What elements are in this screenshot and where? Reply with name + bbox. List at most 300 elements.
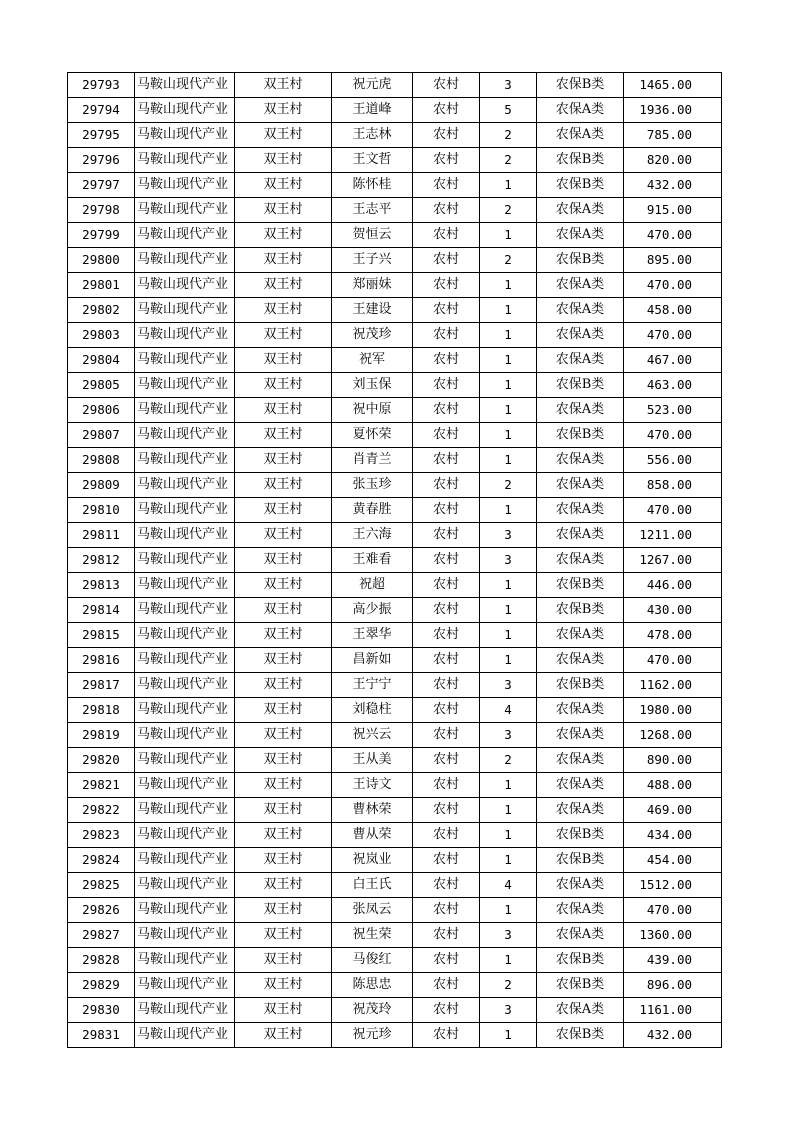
row-id-cell: 29827 [68,923,135,948]
town-name-cell: 马鞍山现代产业 [135,173,235,198]
amount-cell: 896.00 [624,973,722,998]
insurance-class-cell: 农保A类 [537,998,624,1023]
person-name-cell: 张玉珍 [332,473,413,498]
village-name-cell: 双王村 [235,648,332,673]
row-id-cell: 29817 [68,673,135,698]
town-name-cell: 马鞍山现代产业 [135,448,235,473]
row-id-cell: 29826 [68,898,135,923]
insurance-class-cell: 农保A类 [537,473,624,498]
village-name-cell: 双王村 [235,823,332,848]
person-name-cell: 王建设 [332,298,413,323]
member-count-cell: 1 [480,648,537,673]
town-name-cell: 马鞍山现代产业 [135,948,235,973]
insurance-class-cell: 农保A类 [537,123,624,148]
town-name-cell: 马鞍山现代产业 [135,1023,235,1048]
row-id-cell: 29810 [68,498,135,523]
village-name-cell: 双王村 [235,498,332,523]
household-type-cell: 农村 [413,223,480,248]
member-count-cell: 5 [480,98,537,123]
table-row [68,998,722,1023]
household-type-cell: 农村 [413,98,480,123]
member-count-cell: 1 [480,798,537,823]
insurance-class-cell: 农保B类 [537,973,624,998]
row-id-cell: 29795 [68,123,135,148]
village-name-cell: 双王村 [235,123,332,148]
village-name-cell: 双王村 [235,848,332,873]
town-name-cell: 马鞍山现代产业 [135,598,235,623]
row-id-cell: 29813 [68,573,135,598]
table-row [68,248,722,273]
member-count-cell: 1 [480,773,537,798]
insurance-class-cell: 农保A类 [537,798,624,823]
table-row [68,148,722,173]
town-name-cell: 马鞍山现代产业 [135,848,235,873]
table-row [68,498,722,523]
village-name-cell: 双王村 [235,973,332,998]
insurance-class-cell: 农保B类 [537,423,624,448]
table-row [68,123,722,148]
amount-cell: 446.00 [624,573,722,598]
household-type-cell: 农村 [413,123,480,148]
town-name-cell: 马鞍山现代产业 [135,648,235,673]
amount-cell: 1162.00 [624,673,722,698]
member-count-cell: 3 [480,548,537,573]
village-name-cell: 双王村 [235,523,332,548]
table-row [68,348,722,373]
row-id-cell: 29804 [68,348,135,373]
town-name-cell: 马鞍山现代产业 [135,148,235,173]
table-row [68,173,722,198]
row-id-cell: 29830 [68,998,135,1023]
table-row [68,273,722,298]
member-count-cell: 1 [480,623,537,648]
town-name-cell: 马鞍山现代产业 [135,798,235,823]
member-count-cell: 2 [480,973,537,998]
person-name-cell: 祝中原 [332,398,413,423]
amount-cell: 463.00 [624,373,722,398]
insurance-class-cell: 农保B类 [537,598,624,623]
town-name-cell: 马鞍山现代产业 [135,123,235,148]
insurance-class-cell: 农保A类 [537,898,624,923]
insurance-class-cell: 农保A类 [537,298,624,323]
member-count-cell: 1 [480,298,537,323]
insurance-class-cell: 农保B类 [537,573,624,598]
amount-cell: 470.00 [624,323,722,348]
amount-cell: 470.00 [624,898,722,923]
person-name-cell: 王宁宁 [332,673,413,698]
member-count-cell: 1 [480,598,537,623]
village-name-cell: 双王村 [235,898,332,923]
table-row [68,648,722,673]
row-id-cell: 29801 [68,273,135,298]
town-name-cell: 马鞍山现代产业 [135,498,235,523]
row-id-cell: 29797 [68,173,135,198]
town-name-cell: 马鞍山现代产业 [135,773,235,798]
household-type-cell: 农村 [413,473,480,498]
household-type-cell: 农村 [413,748,480,773]
table-row [68,773,722,798]
household-type-cell: 农村 [413,673,480,698]
village-name-cell: 双王村 [235,773,332,798]
row-id-cell: 29820 [68,748,135,773]
town-name-cell: 马鞍山现代产业 [135,698,235,723]
table-row [68,323,722,348]
row-id-cell: 29811 [68,523,135,548]
person-name-cell: 王从美 [332,748,413,773]
amount-cell: 1980.00 [624,698,722,723]
insurance-class-cell: 农保B类 [537,73,624,98]
row-id-cell: 29819 [68,723,135,748]
household-type-cell: 农村 [413,1023,480,1048]
insurance-class-cell: 农保A类 [537,723,624,748]
household-type-cell: 农村 [413,848,480,873]
insurance-class-cell: 农保A类 [537,648,624,673]
member-count-cell: 1 [480,273,537,298]
village-name-cell: 双王村 [235,623,332,648]
amount-cell: 430.00 [624,598,722,623]
person-name-cell: 贺恒云 [332,223,413,248]
amount-cell: 785.00 [624,123,722,148]
amount-cell: 478.00 [624,623,722,648]
town-name-cell: 马鞍山现代产业 [135,323,235,348]
table-row [68,623,722,648]
insurance-class-cell: 农保A类 [537,748,624,773]
town-name-cell: 马鞍山现代产业 [135,248,235,273]
amount-cell: 470.00 [624,423,722,448]
insurance-class-cell: 农保A类 [537,523,624,548]
household-type-cell: 农村 [413,373,480,398]
household-type-cell: 农村 [413,548,480,573]
insurance-class-cell: 农保B类 [537,173,624,198]
row-id-cell: 29815 [68,623,135,648]
member-count-cell: 4 [480,873,537,898]
household-type-cell: 农村 [413,698,480,723]
member-count-cell: 1 [480,173,537,198]
village-name-cell: 双王村 [235,998,332,1023]
household-type-cell: 农村 [413,173,480,198]
insurance-class-cell: 农保A类 [537,773,624,798]
town-name-cell: 马鞍山现代产业 [135,748,235,773]
member-count-cell: 2 [480,198,537,223]
row-id-cell: 29798 [68,198,135,223]
table-row [68,673,722,698]
table-row [68,823,722,848]
village-name-cell: 双王村 [235,273,332,298]
person-name-cell: 马俊红 [332,948,413,973]
person-name-cell: 高少振 [332,598,413,623]
village-name-cell: 双王村 [235,148,332,173]
town-name-cell: 马鞍山现代产业 [135,423,235,448]
table-row [68,398,722,423]
village-name-cell: 双王村 [235,298,332,323]
household-type-cell: 农村 [413,773,480,798]
row-id-cell: 29802 [68,298,135,323]
household-type-cell: 农村 [413,298,480,323]
household-type-cell: 农村 [413,823,480,848]
member-count-cell: 2 [480,748,537,773]
village-name-cell: 双王村 [235,1023,332,1048]
member-count-cell: 1 [480,823,537,848]
insurance-class-cell: 农保B类 [537,848,624,873]
town-name-cell: 马鞍山现代产业 [135,623,235,648]
village-name-cell: 双王村 [235,198,332,223]
table-row [68,873,722,898]
insurance-class-cell: 农保B类 [537,248,624,273]
row-id-cell: 29824 [68,848,135,873]
household-type-cell: 农村 [413,523,480,548]
town-name-cell: 马鞍山现代产业 [135,548,235,573]
member-count-cell: 1 [480,373,537,398]
town-name-cell: 马鞍山现代产业 [135,673,235,698]
table-row [68,223,722,248]
row-id-cell: 29793 [68,73,135,98]
household-type-cell: 农村 [413,723,480,748]
row-id-cell: 29794 [68,98,135,123]
amount-cell: 434.00 [624,823,722,848]
row-id-cell: 29831 [68,1023,135,1048]
member-count-cell: 1 [480,448,537,473]
member-count-cell: 1 [480,323,537,348]
member-count-cell: 3 [480,523,537,548]
member-count-cell: 3 [480,723,537,748]
member-count-cell: 1 [480,1023,537,1048]
insurance-class-cell: 农保A类 [537,448,624,473]
village-name-cell: 双王村 [235,923,332,948]
insurance-class-cell: 农保A类 [537,273,624,298]
amount-cell: 556.00 [624,448,722,473]
table-row [68,698,722,723]
row-id-cell: 29808 [68,448,135,473]
insurance-class-cell: 农保A类 [537,398,624,423]
town-name-cell: 马鞍山现代产业 [135,573,235,598]
village-name-cell: 双王村 [235,98,332,123]
household-type-cell: 农村 [413,648,480,673]
village-name-cell: 双王村 [235,873,332,898]
household-type-cell: 农村 [413,973,480,998]
household-type-cell: 农村 [413,248,480,273]
table-row [68,448,722,473]
table-row [68,898,722,923]
person-name-cell: 王志平 [332,198,413,223]
village-name-cell: 双王村 [235,248,332,273]
member-count-cell: 1 [480,848,537,873]
town-name-cell: 马鞍山现代产业 [135,723,235,748]
insurance-class-cell: 农保A类 [537,223,624,248]
person-name-cell: 祝岚业 [332,848,413,873]
table-row [68,973,722,998]
person-name-cell: 张凤云 [332,898,413,923]
roster-body [68,73,722,1048]
person-name-cell: 曹从荣 [332,823,413,848]
insurance-class-cell: 农保B类 [537,148,624,173]
member-count-cell: 1 [480,573,537,598]
insurance-class-cell: 农保B类 [537,823,624,848]
person-name-cell: 王道峰 [332,98,413,123]
insurance-class-cell: 农保B类 [537,373,624,398]
amount-cell: 439.00 [624,948,722,973]
table-row [68,98,722,123]
town-name-cell: 马鞍山现代产业 [135,223,235,248]
table-row [68,548,722,573]
amount-cell: 1268.00 [624,723,722,748]
member-count-cell: 4 [480,698,537,723]
person-name-cell: 祝元珍 [332,1023,413,1048]
person-name-cell: 祝生荣 [332,923,413,948]
table-row [68,298,722,323]
table-row [68,73,722,98]
member-count-cell: 3 [480,673,537,698]
insurance-class-cell: 农保A类 [537,873,624,898]
village-name-cell: 双王村 [235,73,332,98]
village-name-cell: 双王村 [235,373,332,398]
person-name-cell: 祝茂玲 [332,998,413,1023]
person-name-cell: 祝兴云 [332,723,413,748]
table-row [68,848,722,873]
town-name-cell: 马鞍山现代产业 [135,373,235,398]
amount-cell: 470.00 [624,648,722,673]
row-id-cell: 29821 [68,773,135,798]
household-type-cell: 农村 [413,73,480,98]
table-row [68,598,722,623]
amount-cell: 432.00 [624,1023,722,1048]
amount-cell: 488.00 [624,773,722,798]
insurance-class-cell: 农保A类 [537,548,624,573]
amount-cell: 915.00 [624,198,722,223]
village-name-cell: 双王村 [235,398,332,423]
village-name-cell: 双王村 [235,948,332,973]
household-type-cell: 农村 [413,348,480,373]
amount-cell: 895.00 [624,248,722,273]
village-name-cell: 双王村 [235,323,332,348]
amount-cell: 469.00 [624,798,722,823]
village-name-cell: 双王村 [235,748,332,773]
member-count-cell: 1 [480,398,537,423]
person-name-cell: 王志林 [332,123,413,148]
row-id-cell: 29816 [68,648,135,673]
row-id-cell: 29800 [68,248,135,273]
amount-cell: 890.00 [624,748,722,773]
household-type-cell: 农村 [413,573,480,598]
town-name-cell: 马鞍山现代产业 [135,73,235,98]
person-name-cell: 刘玉保 [332,373,413,398]
household-type-cell: 农村 [413,498,480,523]
insurance-class-cell: 农保A类 [537,698,624,723]
member-count-cell: 3 [480,73,537,98]
row-id-cell: 29807 [68,423,135,448]
village-name-cell: 双王村 [235,723,332,748]
insurance-class-cell: 农保A类 [537,348,624,373]
town-name-cell: 马鞍山现代产业 [135,198,235,223]
row-id-cell: 29809 [68,473,135,498]
town-name-cell: 马鞍山现代产业 [135,398,235,423]
amount-cell: 1512.00 [624,873,722,898]
member-count-cell: 1 [480,348,537,373]
person-name-cell: 祝茂珍 [332,323,413,348]
village-name-cell: 双王村 [235,798,332,823]
town-name-cell: 马鞍山现代产业 [135,898,235,923]
person-name-cell: 王难看 [332,548,413,573]
village-name-cell: 双王村 [235,598,332,623]
insurance-class-cell: 农保A类 [537,198,624,223]
member-count-cell: 3 [480,923,537,948]
household-type-cell: 农村 [413,998,480,1023]
row-id-cell: 29796 [68,148,135,173]
person-name-cell: 黄春胜 [332,498,413,523]
amount-cell: 470.00 [624,273,722,298]
town-name-cell: 马鞍山现代产业 [135,98,235,123]
amount-cell: 432.00 [624,173,722,198]
household-type-cell: 农村 [413,948,480,973]
village-name-cell: 双王村 [235,223,332,248]
amount-cell: 467.00 [624,348,722,373]
town-name-cell: 马鞍山现代产业 [135,923,235,948]
town-name-cell: 马鞍山现代产业 [135,873,235,898]
member-count-cell: 1 [480,498,537,523]
table-row [68,373,722,398]
table-row [68,423,722,448]
village-name-cell: 双王村 [235,423,332,448]
row-id-cell: 29825 [68,873,135,898]
insurance-class-cell: 农保A类 [537,623,624,648]
person-name-cell: 肖青兰 [332,448,413,473]
member-count-cell: 2 [480,148,537,173]
household-type-cell: 农村 [413,198,480,223]
village-name-cell: 双王村 [235,473,332,498]
row-id-cell: 29806 [68,398,135,423]
household-type-cell: 农村 [413,923,480,948]
table-row [68,573,722,598]
town-name-cell: 马鞍山现代产业 [135,523,235,548]
table-row [68,748,722,773]
village-name-cell: 双王村 [235,673,332,698]
household-type-cell: 农村 [413,323,480,348]
person-name-cell: 陈怀桂 [332,173,413,198]
member-count-cell: 3 [480,998,537,1023]
roster-table [67,72,722,1048]
insurance-class-cell: 农保B类 [537,673,624,698]
town-name-cell: 马鞍山现代产业 [135,998,235,1023]
amount-cell: 458.00 [624,298,722,323]
member-count-cell: 1 [480,898,537,923]
person-name-cell: 刘稳柱 [332,698,413,723]
village-name-cell: 双王村 [235,348,332,373]
amount-cell: 1465.00 [624,73,722,98]
person-name-cell: 祝超 [332,573,413,598]
household-type-cell: 农村 [413,598,480,623]
table-row [68,798,722,823]
insurance-class-cell: 农保B类 [537,948,624,973]
amount-cell: 1936.00 [624,98,722,123]
amount-cell: 470.00 [624,498,722,523]
amount-cell: 470.00 [624,223,722,248]
amount-cell: 1161.00 [624,998,722,1023]
amount-cell: 820.00 [624,148,722,173]
person-name-cell: 陈思忠 [332,973,413,998]
household-type-cell: 农村 [413,798,480,823]
table-row [68,948,722,973]
town-name-cell: 马鞍山现代产业 [135,273,235,298]
person-name-cell: 昌新如 [332,648,413,673]
village-name-cell: 双王村 [235,173,332,198]
row-id-cell: 29818 [68,698,135,723]
table-row [68,523,722,548]
row-id-cell: 29805 [68,373,135,398]
village-name-cell: 双王村 [235,573,332,598]
table-row [68,923,722,948]
amount-cell: 1267.00 [624,548,722,573]
member-count-cell: 2 [480,123,537,148]
household-type-cell: 农村 [413,898,480,923]
